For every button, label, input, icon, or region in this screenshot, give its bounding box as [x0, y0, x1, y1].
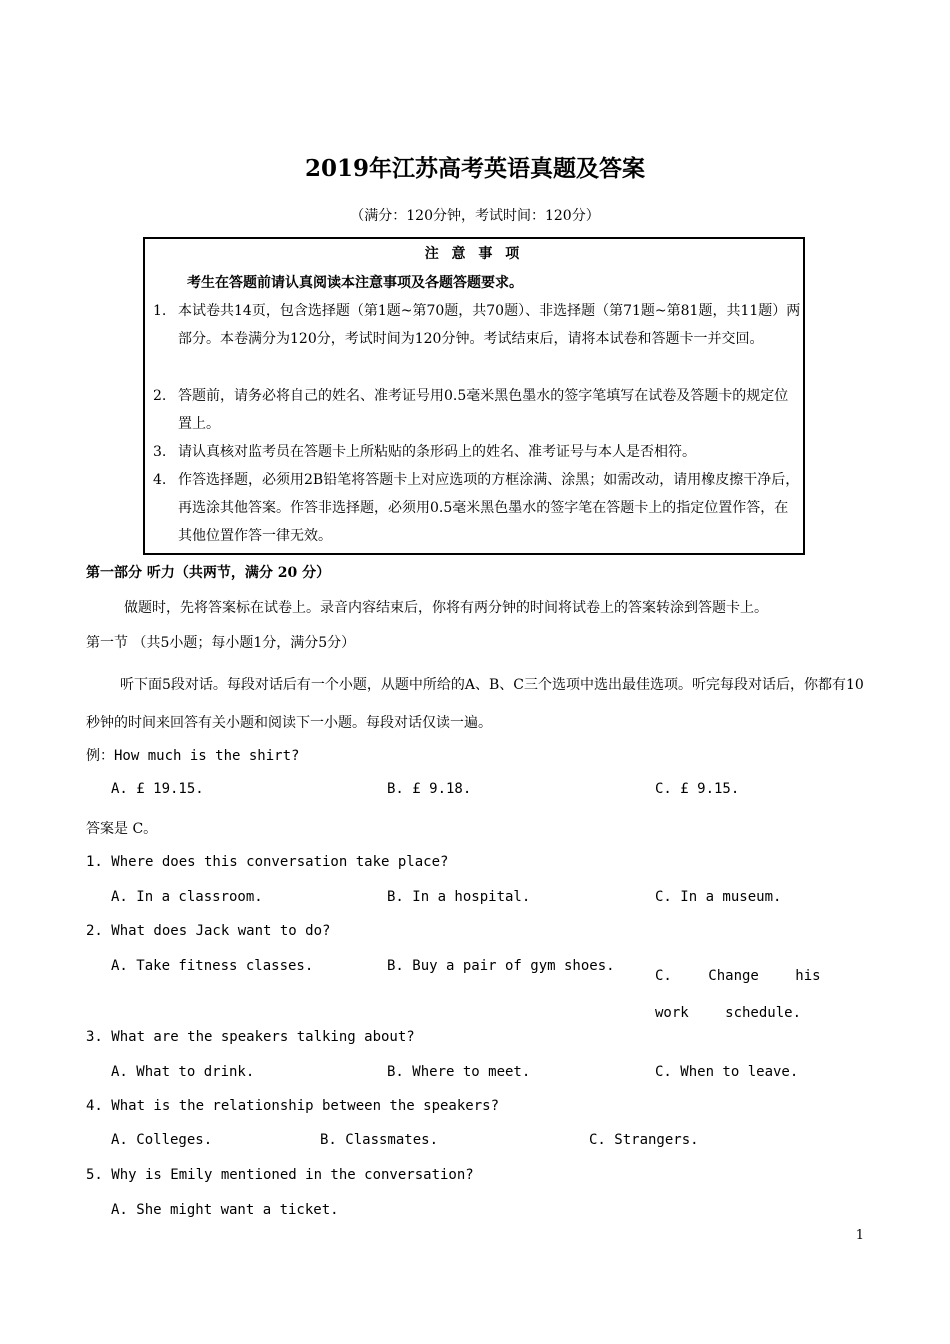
notice-item-number: 2.	[153, 388, 167, 404]
question-1-option-a: A. In a classroom.	[111, 889, 263, 905]
question-4-option-b: B. Classmates.	[320, 1132, 439, 1148]
part1-instruction: 做题时，先将答案标在试卷上。录音内容结束后，你将有两分钟的时间将试卷上的答案转涂到答题卡上。	[124, 600, 768, 616]
notice-item-text: 请认真核对监考员在答题卡上所粘贴的条形码上的姓名、准考证号与本人是否相符。	[178, 444, 696, 460]
notice-item	[153, 297, 801, 353]
notice-item	[153, 382, 801, 438]
notice-item-text: 作答选择题，必须用2B铅笔将答题卡上对应选项的方框涂满、涂黑；如需改动，请用橡皮擦干净后，再选涂其他答案。作答非选择题，必须用0.5毫米黑色墨水的签字笔在答题卡上的指定位置作答，在其他位置作答一律无效。	[178, 472, 800, 544]
question-2-option-c: C. Change his work schedule.	[655, 968, 821, 1021]
question-3-option-b: B. Where to meet.	[387, 1064, 531, 1080]
question-4-option-a: A. Colleges.	[111, 1132, 213, 1148]
exam-subtitle: （满分：120分钟，考试时间：120分）	[350, 208, 600, 224]
question-2-option-a: A. Take fitness classes.	[111, 958, 314, 974]
question-1: 1. Where does this conversation take place?	[86, 854, 449, 870]
question-3-option-c: C. When to leave.	[655, 1064, 799, 1080]
section1-heading: 第一节 （共5小题；每小题1分，满分5分）	[86, 635, 356, 651]
question-4: 4. What is the relationship between the speakers?	[86, 1098, 500, 1114]
question-2: 2. What does Jack want to do?	[86, 923, 331, 939]
notice-item-number: 4.	[153, 472, 167, 488]
example-option-a: A. £ 19.15.	[111, 781, 204, 797]
example-answer: 答案是 C。	[86, 821, 158, 837]
question-3-option-a: A. What to drink.	[111, 1064, 255, 1080]
notice-item-text: 答题前，请务必将自己的姓名、准考证号用0.5毫米黑色墨水的签字笔填写在试卷及答题卡的规定位置上。	[178, 388, 789, 432]
notice-item	[153, 438, 801, 466]
notice-item-number: 3.	[153, 444, 167, 460]
notice-heading: 注 意 事 项	[424, 246, 524, 262]
notice-box	[143, 237, 805, 555]
document-title: 2019年江苏高考英语真题及答案	[304, 155, 645, 182]
question-3: 3. What are the speakers talking about?	[86, 1029, 415, 1045]
question-5-option-a: A. She might want a ticket.	[111, 1202, 339, 1218]
question-1-option-b: B. In a hospital.	[387, 889, 531, 905]
page-number: 1	[855, 1228, 864, 1243]
question-4-option-c: C. Strangers.	[589, 1132, 699, 1148]
section1-instruction: 听下面5段对话。每段对话后有一个小题，从题中所给的A、B、C三个选项中选出最佳选项。听完每段对话后，你都有10秒钟的时间来回答有关小题和阅读下一小题。每段对话仅读一遍。	[86, 677, 864, 731]
example-question: 例：How much is the shirt?	[86, 748, 300, 764]
notice-item	[153, 466, 801, 550]
example-option-c: C. £ 9.15.	[655, 781, 740, 797]
notice-intro: 考生在答题前请认真阅读本注意事项及各题答题要求。	[187, 275, 523, 291]
part1-heading: 第一部分 听力（共两节，满分 20 分）	[86, 565, 331, 581]
question-5: 5. Why is Emily mentioned in the conversation?	[86, 1167, 474, 1183]
notice-item-number: 1.	[153, 303, 167, 319]
notice-item-text: 本试卷共14页，包含选择题（第1题~第70题，共70题）、非选择题（第71题~第81题，共11题）两部分。本卷满分为120分，考试时间为120分钟。考试结束后，请将本试卷和答题卡一并交回。	[178, 303, 801, 347]
question-2-option-b: B. Buy a pair of gym shoes.	[387, 958, 615, 974]
example-option-b: B. £ 9.18.	[387, 781, 472, 797]
question-1-option-c: C. In a museum.	[655, 889, 782, 905]
